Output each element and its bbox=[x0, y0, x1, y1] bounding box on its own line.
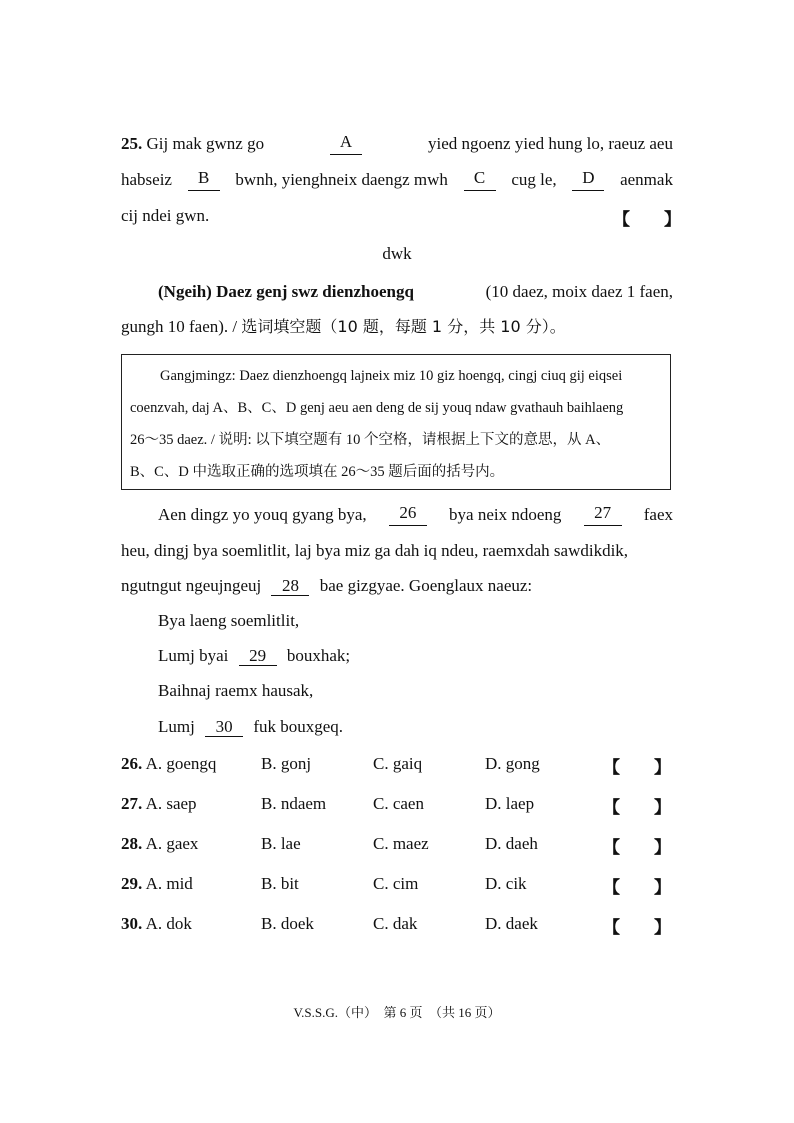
q25-text-f: aenmak bbox=[620, 170, 673, 189]
option-number-30: 30. bbox=[121, 914, 143, 933]
answer-bracket-30[interactable]: 【 】 bbox=[603, 918, 671, 937]
poem-line-4 bbox=[158, 716, 673, 738]
answer-bracket-28[interactable]: 【 】 bbox=[603, 838, 671, 857]
passage-line-3 bbox=[121, 575, 673, 597]
section-heading-rest: (10 daez, moix daez 1 faen, bbox=[485, 282, 673, 301]
passage-text-3a: ngutngut ngeujngeuj bbox=[121, 576, 262, 595]
q25-text-e: cug le, bbox=[511, 170, 557, 189]
passage-text-1b: bya neix ndoeng bbox=[449, 505, 562, 524]
option-b-28: B. lae bbox=[261, 834, 301, 853]
q25-text-a: Gij mak gwnz go bbox=[146, 134, 265, 153]
option-a-30 bbox=[121, 913, 192, 935]
option-c-30: C. dak bbox=[373, 914, 418, 933]
option-a-text-30: A. dok bbox=[145, 914, 192, 933]
instructions-line-3: 26～35 daez. / 说明: 以下填空题有 10 个空格，请根据上下文的意思，从 A、 bbox=[130, 432, 611, 448]
poem-line-2 bbox=[158, 645, 673, 667]
blank-c: C bbox=[464, 169, 496, 191]
instructions-line-4: B、C、D 中选取正确的选项填在 26～35 题后面的括号内。 bbox=[130, 464, 505, 480]
blank-a: A bbox=[330, 133, 362, 155]
poem-line-1: Bya laeng soemlitlit, bbox=[158, 611, 300, 630]
blank-30: 30 bbox=[205, 718, 243, 737]
option-d-30: D. daek bbox=[485, 914, 538, 933]
poem-text-4a: Lumj bbox=[158, 717, 195, 736]
passage-text-3b: bae gizgyae. Goenglaux naeuz: bbox=[319, 576, 533, 595]
poem-text-2b: bouxhak; bbox=[286, 646, 351, 665]
section-heading-cn: 选词填空题（10 题，每题 1 分，共 10 分）。 bbox=[241, 317, 566, 336]
option-a-text-29: A. mid bbox=[145, 874, 193, 893]
passage-line-2: heu, dingj bya soemlitlit, laj bya miz ga dah iq ndeu, raemxdah sawdikdik, bbox=[121, 541, 629, 560]
option-d-27: D. laep bbox=[485, 794, 535, 813]
answer-bracket-29[interactable]: 【 】 bbox=[603, 878, 671, 897]
option-c-26: C. gaiq bbox=[373, 754, 423, 773]
passage-text-1c: faex bbox=[643, 505, 673, 524]
section-heading-cont: gungh 10 faen). / bbox=[121, 317, 238, 336]
section-heading-line-2 bbox=[121, 316, 673, 338]
option-a-28 bbox=[121, 833, 198, 855]
answer-text: dwk bbox=[382, 244, 412, 263]
option-b-26: B. gonj bbox=[261, 754, 312, 773]
answer-bracket-27[interactable]: 【 】 bbox=[603, 798, 671, 817]
instructions-line-1: Gangjmingz: Daez dienzhoengq lajneix miz 10 giz hoengq, cingj ciuq gij eiqsei bbox=[160, 368, 623, 384]
option-a-26 bbox=[121, 753, 216, 775]
blank-29: 29 bbox=[239, 647, 277, 666]
answer-bracket-26[interactable]: 【 】 bbox=[603, 758, 671, 777]
option-a-text-26: A. goengq bbox=[145, 754, 217, 773]
option-c-28: C. maez bbox=[373, 834, 429, 853]
q25-text-d: bwnh, yienghneix daengz mwh bbox=[235, 170, 448, 189]
option-b-29: B. bit bbox=[261, 874, 299, 893]
option-b-27: B. ndaem bbox=[261, 794, 327, 813]
q25-line-3: cij ndei gwn. bbox=[121, 206, 210, 225]
q25-text-c: habseiz bbox=[121, 170, 172, 189]
q25-answer-bracket[interactable]: 【 】 bbox=[613, 210, 681, 229]
q25-text-b: yied ngoenz yied hung lo, raeuz aeu bbox=[427, 134, 673, 153]
passage-text-1a: Aen dingz yo youq gyang bya, bbox=[158, 505, 367, 524]
option-c-29: C. cim bbox=[373, 874, 419, 893]
blank-b: B bbox=[188, 169, 220, 191]
section-heading-bold: (Ngeih) Daez genj swz dienzhoengq bbox=[158, 282, 414, 301]
section-heading-line-1 bbox=[158, 281, 673, 303]
option-c-27: C. caen bbox=[373, 794, 424, 813]
option-a-text-28: A. gaex bbox=[145, 834, 199, 853]
poem-text-2a: Lumj byai bbox=[158, 646, 229, 665]
q25-line-1 bbox=[121, 133, 673, 155]
blank-d: D bbox=[572, 169, 604, 191]
blank-28: 28 bbox=[271, 577, 309, 596]
q25-line-2 bbox=[121, 169, 673, 191]
option-b-30: B. doek bbox=[261, 914, 314, 933]
option-number-27: 27. bbox=[121, 794, 143, 813]
option-a-text-27: A. saep bbox=[145, 794, 197, 813]
option-number-29: 29. bbox=[121, 874, 143, 893]
blank-27: 27 bbox=[584, 504, 622, 526]
option-d-28: D. daeh bbox=[485, 834, 538, 853]
blank-26: 26 bbox=[389, 504, 427, 526]
instructions-box bbox=[121, 354, 671, 490]
page-footer: V.S.S.G.（中） 第 6 页 （共 16 页） bbox=[293, 1005, 501, 1020]
option-a-29 bbox=[121, 873, 193, 895]
instructions-line-2: coenzvah, daj A、B、C、D genj aeu aen deng de sij youq ndaw gvathauh baihlaeng bbox=[130, 400, 624, 416]
q25-number: 25. bbox=[121, 134, 143, 153]
option-number-28: 28. bbox=[121, 834, 143, 853]
option-d-26: D. gong bbox=[485, 754, 540, 773]
option-a-27 bbox=[121, 793, 197, 815]
passage-line-1 bbox=[158, 504, 673, 526]
poem-line-3: Baihnaj raemx hausak, bbox=[158, 681, 314, 700]
option-number-26: 26. bbox=[121, 754, 143, 773]
poem-text-4b: fuk bouxgeq. bbox=[253, 717, 344, 736]
option-d-29: D. cik bbox=[485, 874, 527, 893]
